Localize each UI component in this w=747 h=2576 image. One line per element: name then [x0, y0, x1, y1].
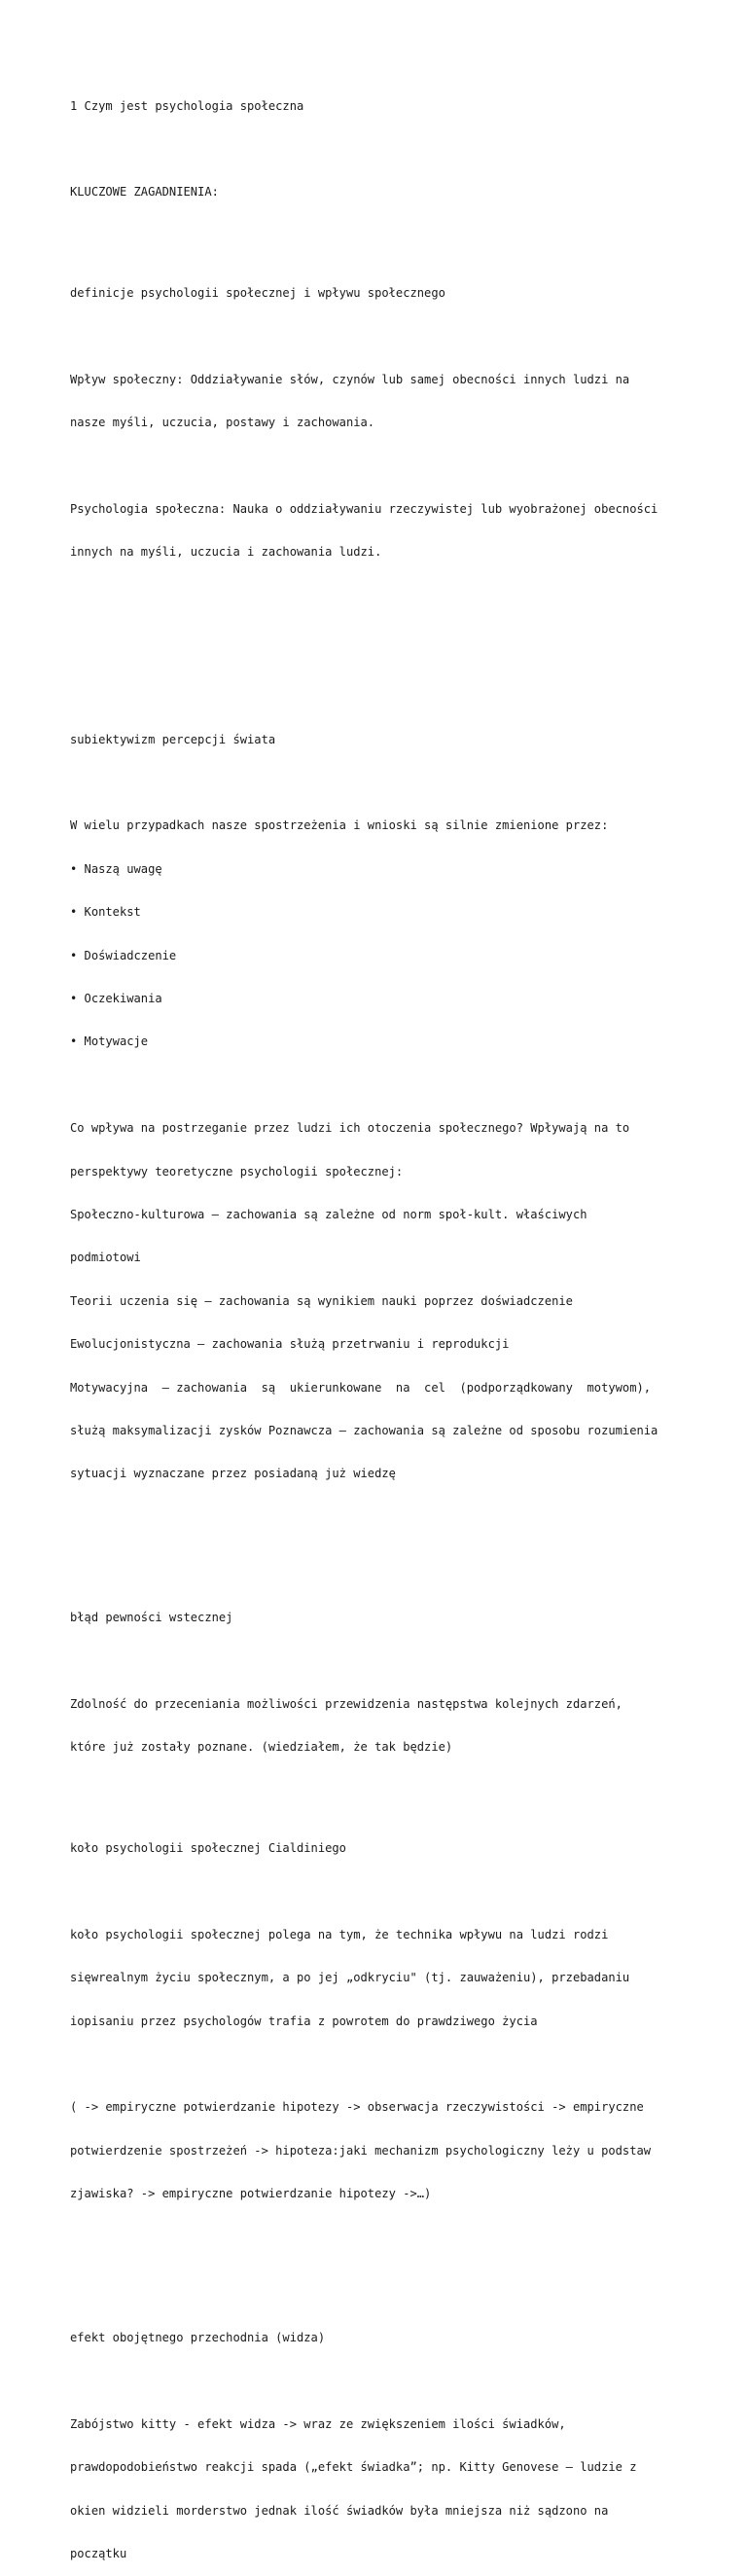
paragraph-line: potwierdzenie spostrzeżeń -> hipoteza:jaki mechanizm psychologiczny leży u podstaw [70, 2143, 652, 2158]
spacer [70, 1884, 693, 1899]
bullet-item: • Motywacje [70, 1034, 149, 1049]
paragraph-line: służą maksymalizacji zysków Poznawcza – zachowania są zależne od sposobu rozumienia [70, 1423, 658, 1437]
bullet-item: • Kontekst [70, 905, 141, 920]
spacer [70, 1553, 693, 1568]
bullet-item: • Naszą uwagę [70, 861, 162, 876]
section-heading-definitions: definicje psychologii społecznej i wpływu społecznego [70, 285, 445, 300]
paragraph-line: ( -> empiryczne potwierdzanie hipotezy -> obserwacja rzeczywistości -> empiryczne [70, 2100, 644, 2115]
paragraph-line: Motywacyjna – zachowania są ukierunkowane na cel (podporządkowany motywom), [70, 1380, 652, 1395]
paragraph-line: sięwrealnym życiu społecznym, a po jej „odkryciu" (tj. zauważeniu), przebadaniu [70, 1971, 630, 1985]
paragraph-line: Psychologia społeczna: Nauka o oddziaływaniu rzeczywistej lub wyobrażonej obecności [70, 501, 658, 516]
spacer [70, 2375, 693, 2389]
key-issues-heading: KLUCZOWE ZAGADNIENIA: [70, 185, 219, 200]
spacer [70, 776, 693, 790]
spacer [70, 674, 693, 689]
spacer [70, 589, 693, 603]
paragraph-line: które już zostały poznane. (wiedziałem, że tak będzie) [70, 1740, 453, 1755]
paragraph-line: Zdolność do przeceniania możliwości przewidzenia następstwa kolejnych zdarzeń, [70, 1697, 622, 1712]
paragraph-line: okien widzieli morderstwo jednak ilość świadków była mniejsza niż sądzono na [70, 2503, 609, 2518]
paragraph-line: podmiotowi [70, 1251, 141, 1265]
section-heading-subjectivism: subiektywizm percepcji świata [70, 732, 276, 746]
paragraph-line: sytuacji wyznaczane przez posiadaną już wiedzę [70, 1467, 396, 1481]
paragraph-line: innych na myśli, uczucia i zachowania ludzi. [70, 545, 382, 560]
spacer [70, 459, 693, 474]
paragraph-line: Teorii uczenia się – zachowania są wynikiem nauki poprzez doświadczenie [70, 1293, 573, 1308]
paragraph-line: Wpływ społeczny: Oddziaływanie słów, czynów lub samej obecności innych ludzi na [70, 372, 630, 386]
paragraph-line: początku [70, 2547, 127, 2561]
paragraph-line: Ewolucjonistyczna – zachowania służą przetrwaniu i reprodukcji [70, 1337, 510, 1352]
paragraph-line: prawdopodobieństwo reakcji spada („efekt świadka”; np. Kitty Genovese – ludzie z [70, 2460, 637, 2475]
spacer [70, 329, 693, 344]
spacer [70, 2231, 693, 2245]
spacer [70, 1654, 693, 1669]
spacer [70, 229, 693, 243]
spacer [70, 2057, 693, 2072]
spacer [70, 1784, 693, 1798]
paragraph-line: Społeczno-kulturowa – zachowania są zależne od norm społ-kult. właściwych [70, 1207, 587, 1221]
section-heading-cialdini-circle: koło psychologii społecznej Cialdiniego [70, 1841, 346, 1856]
bullet-item: • Oczekiwania [70, 992, 162, 1005]
paragraph-line: zjawiska? -> empiryczne potwierdzanie hipotezy ->…) [70, 2187, 432, 2201]
paragraph-line: Co wpływa na postrzeganie przez ludzi ich otoczenia społecznego? Wpływają na to [70, 1121, 630, 1136]
document-page [70, 70, 693, 2576]
paragraph-line: perspektywy teoretyczne psychologii społecznej: [70, 1164, 404, 1179]
section-heading-hindsight-bias: błąd pewności wstecznej [70, 1611, 233, 1625]
paragraph-line: iopisaniu przez psychologów trafia z powrotem do prawdziwego życia [70, 2014, 538, 2028]
paragraph-line: nasze myśli, uczucia, postawy i zachowania. [70, 416, 375, 430]
spacer [70, 1078, 693, 1093]
bullet-item: • Doświadczenie [70, 948, 177, 962]
spacer [70, 632, 693, 646]
document-title: 1 Czym jest psychologia społeczna [70, 98, 304, 113]
paragraph-line: koło psychologii społecznej polega na tym, że technika wpływu na ludzi rodzi [70, 1927, 609, 1941]
paragraph-line: Zabójstwo kitty - efekt widza -> wraz ze zwiększeniem ilości świadków, [70, 2416, 566, 2431]
spacer [70, 2273, 693, 2288]
spacer [70, 1510, 693, 1525]
spacer [70, 142, 693, 157]
section-heading-bystander-effect: efekt obojętnego przechodnia (widza) [70, 2331, 326, 2345]
paragraph-line: W wielu przypadkach nasze spostrzeżenia i wnioski są silnie zmienione przez: [70, 818, 609, 833]
